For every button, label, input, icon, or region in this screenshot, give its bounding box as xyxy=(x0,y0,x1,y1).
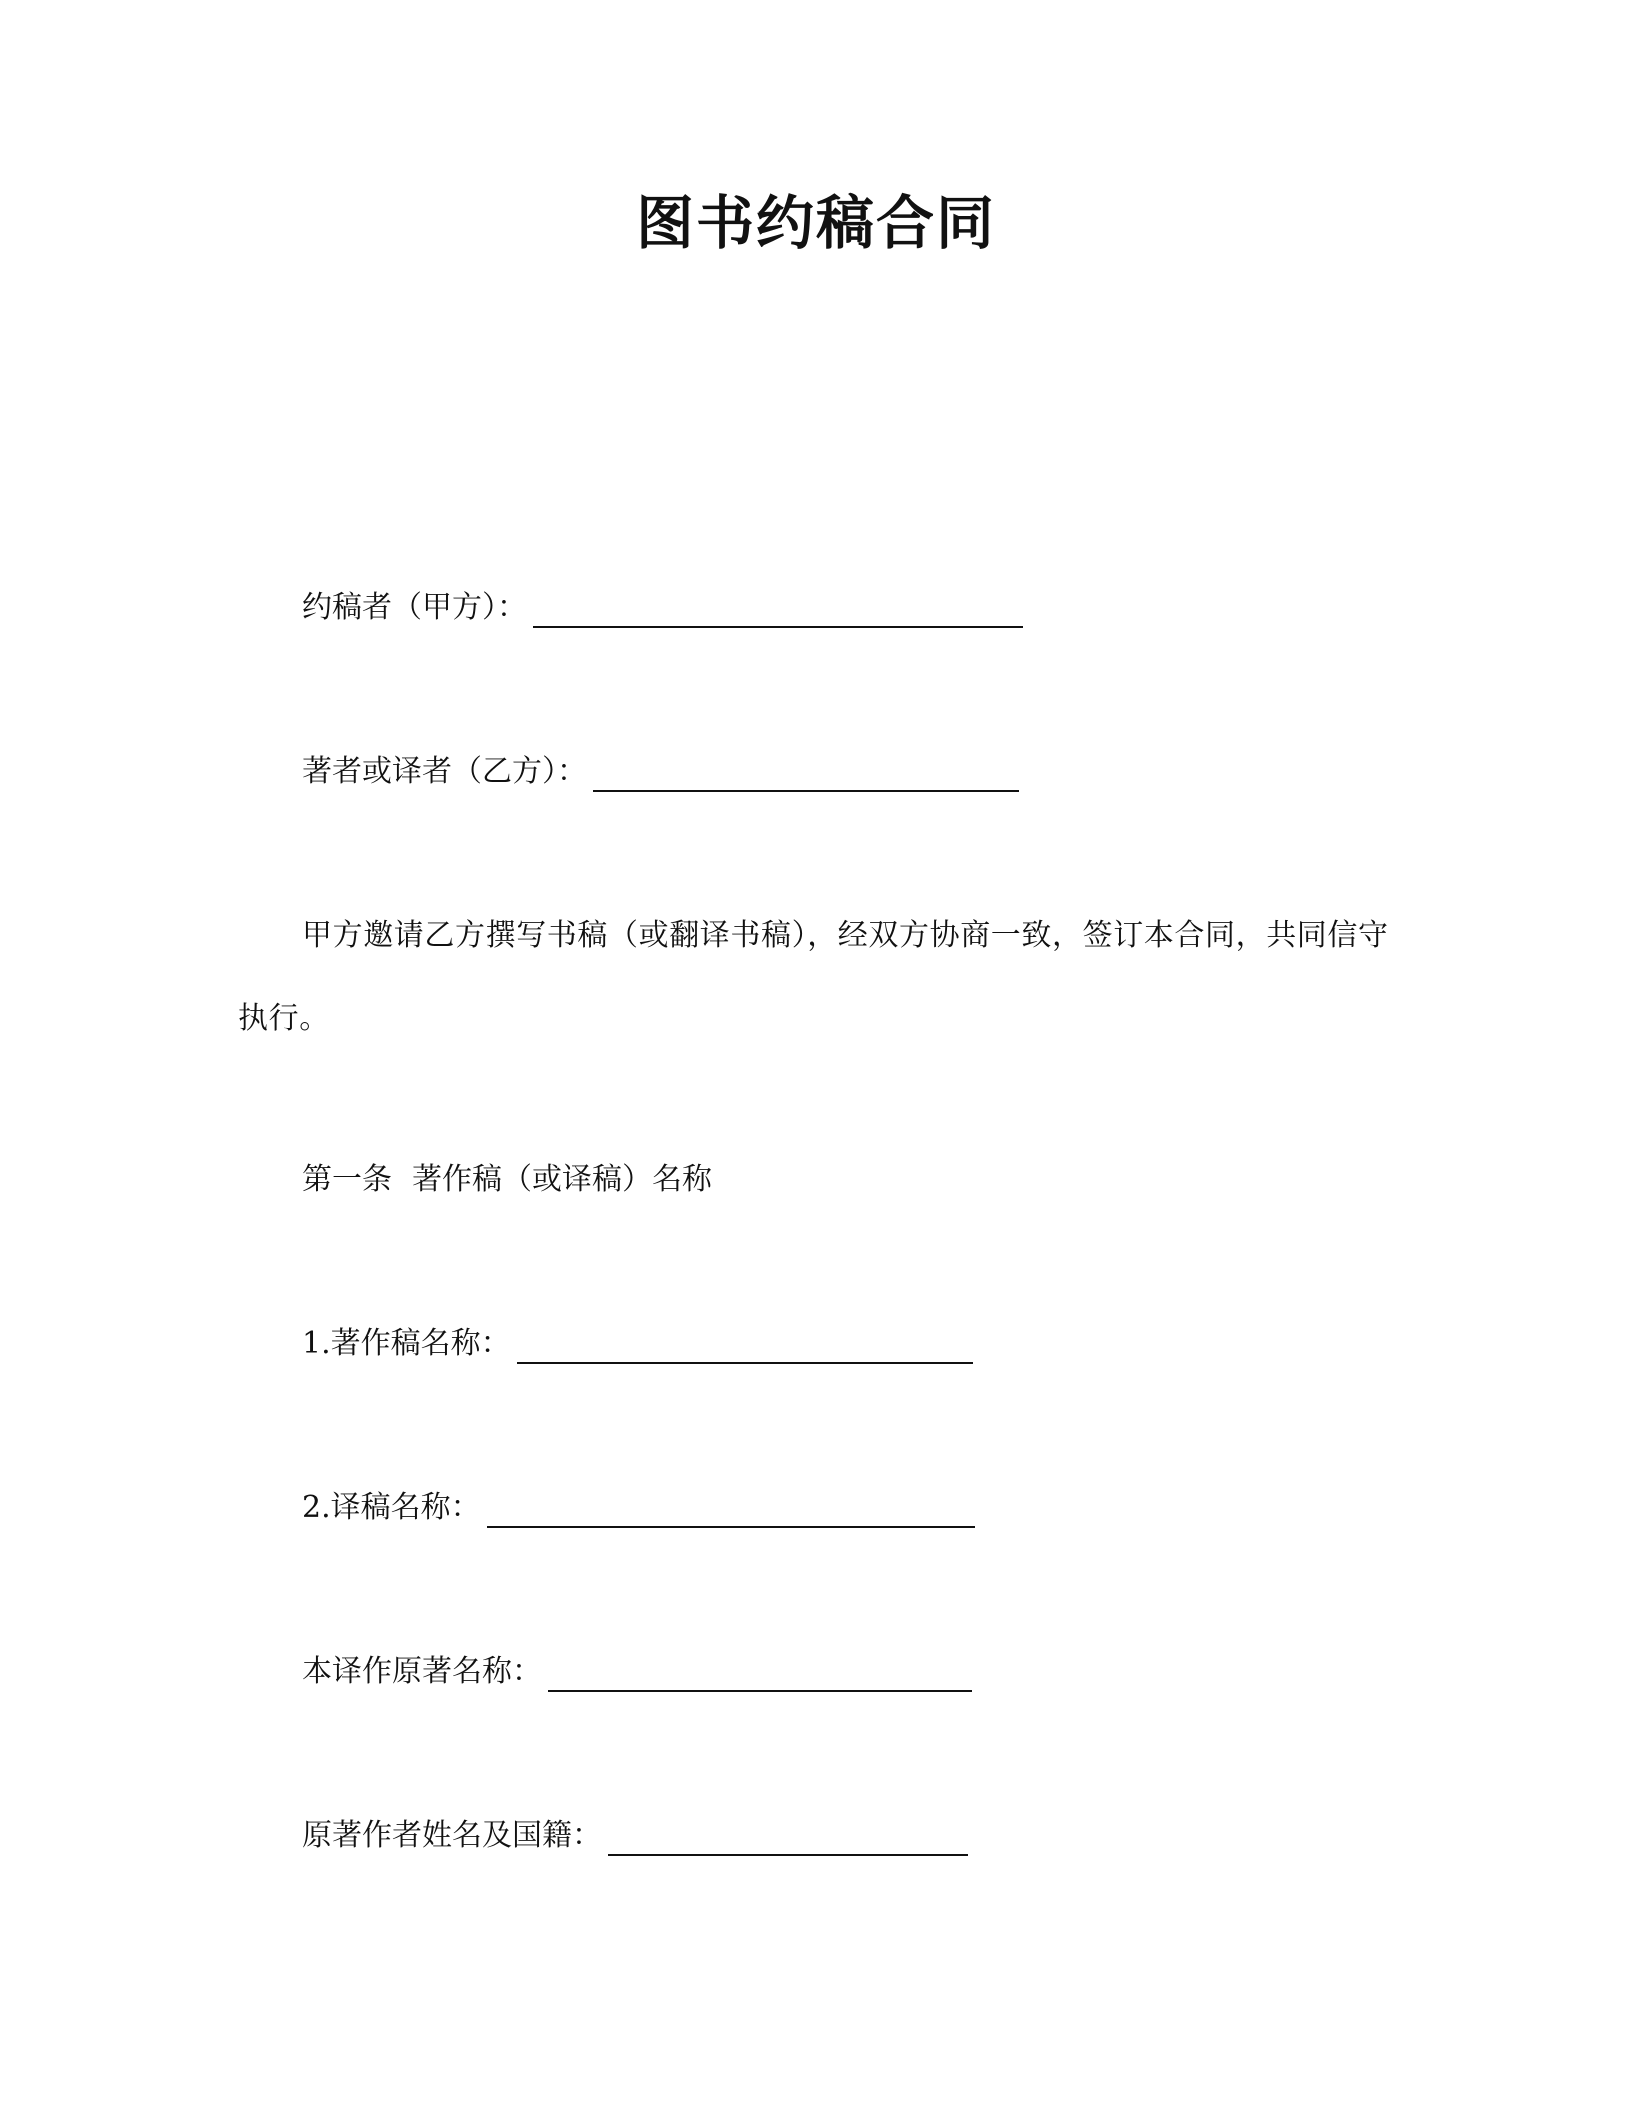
translation-title-label: 2.译稿名称： xyxy=(302,1490,481,1525)
party-b-row xyxy=(302,752,1019,792)
article-1-heading xyxy=(302,1160,712,1200)
original-author-label: 原著作者姓名及国籍： xyxy=(302,1818,602,1853)
party-a-label: 约稿者（甲方）： xyxy=(302,590,527,625)
translation-title-row xyxy=(302,1488,975,1528)
original-author-row xyxy=(302,1816,968,1856)
original-author-blank[interactable] xyxy=(608,1820,968,1856)
article-1-number: 第一条 xyxy=(302,1162,392,1197)
original-title-blank[interactable] xyxy=(548,1656,972,1692)
document-title: 图书约稿合同 xyxy=(635,189,996,257)
intro-paragraph: 甲方邀请乙方撰写书稿（或翻译书稿），经双方协商一致，签订本合同，共同信守执行。 xyxy=(238,918,1389,1036)
original-title-label: 本译作原著名称： xyxy=(302,1654,542,1689)
article-1-title: 著作稿（或译稿）名称 xyxy=(412,1162,712,1197)
party-a-row xyxy=(302,588,1023,628)
work-title-blank[interactable] xyxy=(517,1328,973,1364)
original-title-row xyxy=(302,1652,972,1692)
work-title-row xyxy=(302,1324,973,1364)
party-b-label: 著者或译者（乙方）： xyxy=(302,754,587,789)
translation-title-blank[interactable] xyxy=(487,1492,975,1528)
work-title-label: 1.著作稿名称： xyxy=(302,1326,511,1361)
party-b-blank[interactable] xyxy=(593,756,1019,792)
party-a-blank[interactable] xyxy=(533,592,1023,628)
